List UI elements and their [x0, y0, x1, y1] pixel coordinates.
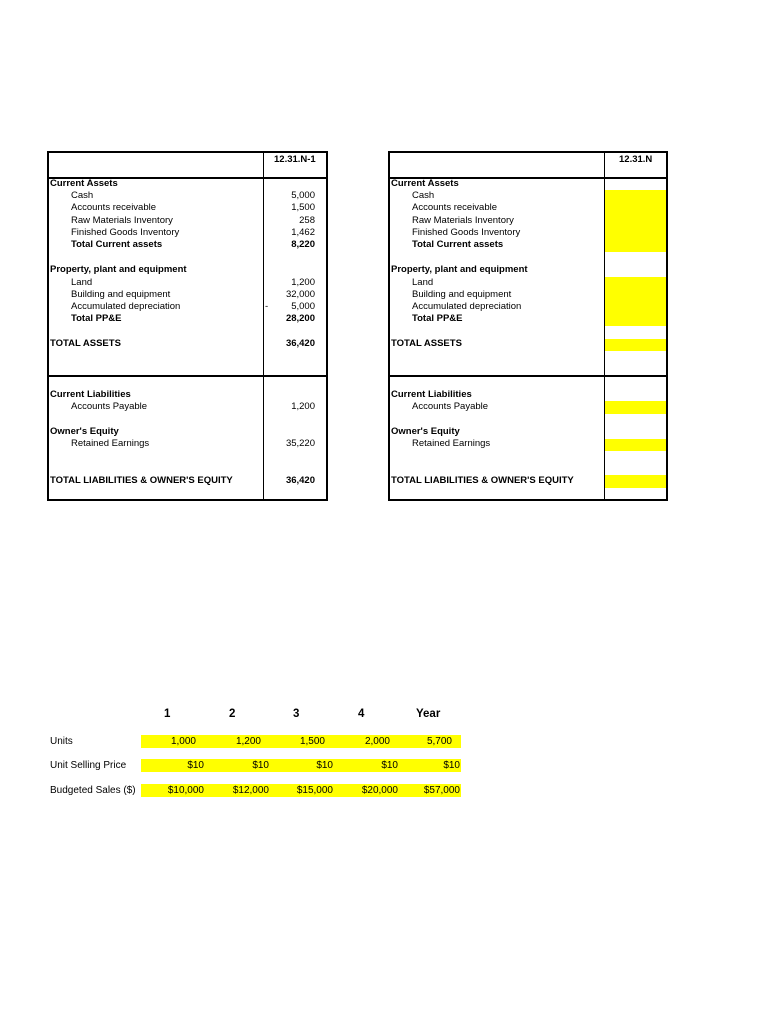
- quarter-header-4: 4: [358, 708, 365, 720]
- fgi-value[interactable]: 1,462: [291, 227, 315, 238]
- input-cell-accounts-payable[interactable]: [604, 401, 666, 414]
- land-value[interactable]: 1,200: [291, 277, 315, 288]
- units-year[interactable]: 5,700: [426, 736, 452, 747]
- ar-value[interactable]: 1,500: [291, 202, 315, 213]
- column-header: 12.31.N-1: [274, 154, 316, 165]
- price-label: Unit Selling Price: [50, 760, 127, 771]
- ta-label: TOTAL ASSETS: [50, 338, 121, 349]
- accdep-label: Accumulated depreciation: [71, 301, 181, 312]
- current-assets-heading: Current Assets: [50, 178, 118, 189]
- tppe-label: Total PP&E: [71, 313, 122, 324]
- input-cells-ppe[interactable]: [604, 277, 666, 326]
- ppe-heading: Property, plant and equipment: [391, 264, 528, 275]
- tloe-value[interactable]: 36,420: [285, 475, 315, 486]
- column-divider: [604, 153, 605, 499]
- section-divider: [49, 375, 326, 377]
- re-value[interactable]: 35,220: [285, 438, 315, 449]
- rmi-label: Raw Materials Inventory: [412, 215, 514, 226]
- year-header: Year: [416, 708, 441, 720]
- ar-label: Accounts receivable: [412, 202, 498, 213]
- accdep-label: Accumulated depreciation: [412, 301, 522, 312]
- units-label: Units: [50, 736, 73, 747]
- oe-heading: Owner's Equity: [50, 426, 119, 437]
- sales-q3[interactable]: $15,000: [296, 785, 333, 796]
- current-assets-heading: Current Assets: [391, 178, 459, 189]
- cash-label: Cash: [412, 190, 435, 201]
- sales-label: Budgeted Sales ($): [50, 785, 136, 796]
- cl-heading: Current Liabilities: [391, 389, 472, 400]
- fgi-label: Finished Goods Inventory: [412, 227, 521, 238]
- sales-year[interactable]: $57,000: [423, 785, 460, 796]
- tca-label: Total Current assets: [412, 239, 504, 250]
- tca-value[interactable]: 8,220: [291, 239, 315, 250]
- price-q2[interactable]: $10: [252, 760, 269, 771]
- accdep-value[interactable]: 5,000: [291, 301, 315, 312]
- cash-value[interactable]: 5,000: [291, 190, 315, 201]
- price-q3[interactable]: $10: [316, 760, 333, 771]
- land-label: Land: [412, 277, 434, 288]
- land-label: Land: [71, 277, 93, 288]
- input-cells-current-assets[interactable]: [604, 190, 666, 252]
- tloe-label: TOTAL LIABILITIES & OWNER'S EQUITY: [50, 475, 233, 486]
- balance-sheet-current: [388, 151, 668, 501]
- re-label: Retained Earnings: [71, 438, 150, 449]
- ta-label: TOTAL ASSETS: [391, 338, 462, 349]
- cash-label: Cash: [71, 190, 94, 201]
- units-q1[interactable]: 1,000: [170, 736, 196, 747]
- units-q3[interactable]: 1,500: [299, 736, 325, 747]
- ppe-heading: Property, plant and equipment: [50, 264, 187, 275]
- price-q4[interactable]: $10: [381, 760, 398, 771]
- bldg-label: Building and equipment: [71, 289, 171, 300]
- units-q4[interactable]: 2,000: [364, 736, 390, 747]
- bldg-label: Building and equipment: [412, 289, 512, 300]
- balance-sheet-prior: [47, 151, 328, 501]
- section-divider: [390, 375, 666, 377]
- input-cell-total-liabilities[interactable]: [604, 475, 666, 488]
- quarter-header-1: 1: [164, 708, 171, 720]
- oe-heading: Owner's Equity: [391, 426, 460, 437]
- cl-heading: Current Liabilities: [50, 389, 131, 400]
- units-q2[interactable]: 1,200: [235, 736, 261, 747]
- fgi-label: Finished Goods Inventory: [71, 227, 180, 238]
- ap-label: Accounts Payable: [412, 401, 489, 412]
- column-header: 12.31.N: [619, 154, 653, 165]
- rmi-value[interactable]: 258: [299, 215, 315, 226]
- ap-value[interactable]: 1,200: [291, 401, 315, 412]
- quarter-header-3: 3: [293, 708, 300, 720]
- price-q1[interactable]: $10: [187, 760, 204, 771]
- sales-q4[interactable]: $20,000: [361, 785, 398, 796]
- tppe-value[interactable]: 28,200: [285, 313, 315, 324]
- sales-q2[interactable]: $12,000: [232, 785, 269, 796]
- tca-label: Total Current assets: [71, 239, 163, 250]
- input-cell-retained-earnings[interactable]: [604, 439, 666, 451]
- rmi-label: Raw Materials Inventory: [71, 215, 173, 226]
- re-label: Retained Earnings: [412, 438, 491, 449]
- ar-label: Accounts receivable: [71, 202, 157, 213]
- ta-value[interactable]: 36,420: [285, 338, 315, 349]
- column-divider: [263, 153, 264, 499]
- tppe-label: Total PP&E: [412, 313, 463, 324]
- accdep-sign: -: [265, 301, 269, 312]
- bldg-value[interactable]: 32,000: [285, 289, 315, 300]
- quarter-header-2: 2: [229, 708, 236, 720]
- ap-label: Accounts Payable: [71, 401, 148, 412]
- tloe-label: TOTAL LIABILITIES & OWNER'S EQUITY: [391, 475, 574, 486]
- sales-q1[interactable]: $10,000: [167, 785, 204, 796]
- price-year[interactable]: $10: [443, 760, 460, 771]
- input-cell-total-assets[interactable]: [604, 339, 666, 351]
